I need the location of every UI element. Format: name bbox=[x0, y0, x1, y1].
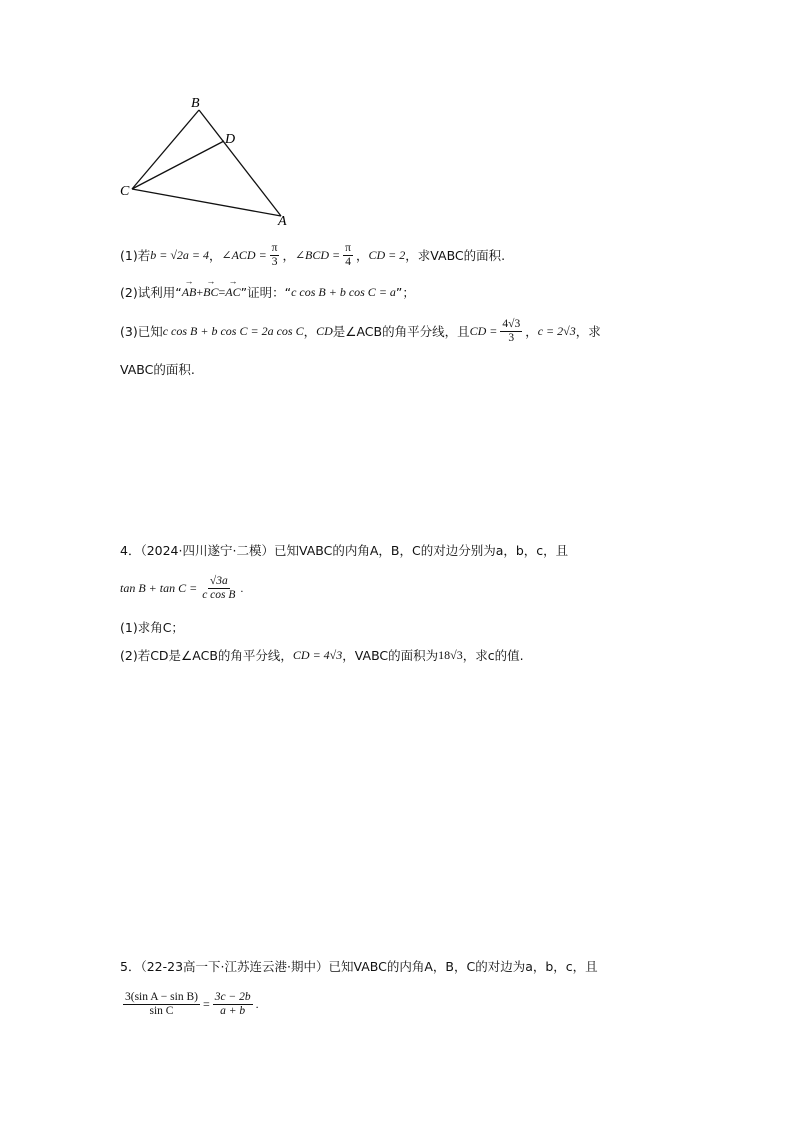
plus-sign: + bbox=[196, 284, 204, 299]
sep: ， bbox=[525, 324, 538, 339]
frac-num: 3(sin A − sin B) bbox=[125, 990, 198, 1003]
frac-num: 4√3 bbox=[502, 317, 521, 330]
vector-BC: → BC bbox=[203, 285, 218, 300]
q3-part1-tail: ，求VABC的面积. bbox=[405, 248, 506, 263]
q4-head-text: 4．（2024·四川遂宁·二模）已知VABC的内角A，B，C的对边分别为a，b，c，且 bbox=[120, 543, 569, 558]
frac-num: π bbox=[345, 241, 351, 254]
q3-part3-eq: CD = bbox=[469, 323, 498, 338]
q3-part2-mid: ”证明：“ bbox=[240, 285, 292, 300]
q3-part2-label: (2)试利用“ bbox=[120, 285, 182, 300]
frac-den: 3 bbox=[508, 331, 515, 344]
q3-part3-eq2: c = 2√3 bbox=[537, 323, 576, 338]
q4-part2-text-c: ，求c的值. bbox=[462, 648, 524, 663]
q4-part1 bbox=[120, 618, 184, 636]
q4-part1-text: (1)求角C； bbox=[120, 620, 184, 635]
frac-den: 3 bbox=[271, 255, 278, 268]
q4-part2-eq2: 18√3 bbox=[438, 647, 463, 662]
q4-part2-text-b: ，VABC的面积为 bbox=[342, 648, 439, 663]
frac-den: sin C bbox=[149, 1004, 174, 1017]
q3-part2 bbox=[120, 281, 415, 303]
q3-part3-formula: c cos B + b cos C = 2a cos C bbox=[162, 323, 304, 338]
equals-sign: = bbox=[218, 284, 226, 299]
q4-head bbox=[120, 541, 568, 559]
sep: ， bbox=[209, 248, 222, 263]
q4-eq-prefix: tan B + tan C = bbox=[120, 580, 198, 595]
q4-end: . bbox=[240, 580, 244, 595]
vector-AB: → AB bbox=[182, 285, 197, 300]
q3-part3-tail: ，求 bbox=[575, 324, 601, 339]
q3-part3-label: (3)已知 bbox=[120, 324, 163, 339]
q4-part2-eq1: CD = 4√3 bbox=[292, 647, 343, 662]
point-label-D: D bbox=[225, 132, 236, 147]
q3-part1-frac-pi4 bbox=[343, 242, 353, 268]
segment-CD bbox=[132, 141, 224, 189]
q4-equation bbox=[120, 571, 243, 605]
q3-part1 bbox=[120, 240, 505, 270]
q3-part3-frac bbox=[500, 318, 522, 344]
point-label-B: B bbox=[191, 96, 200, 111]
q5-head-text: 5．（22-23高一下·江苏连云港·期中）已知VABC的内角A，B，C的对边为a，b，c，且 bbox=[120, 959, 598, 974]
frac-num: π bbox=[271, 241, 278, 254]
frac-den: c cos B bbox=[202, 588, 236, 601]
sep: ， bbox=[355, 248, 369, 263]
q4-part2 bbox=[120, 646, 524, 664]
frac-den: 4 bbox=[345, 255, 351, 268]
q3-part3 bbox=[120, 314, 601, 348]
q5-equation bbox=[120, 985, 259, 1023]
q4-part2-text-a: (2)若CD是∠ACB的角平分线， bbox=[120, 648, 293, 663]
point-label-A: A bbox=[278, 214, 287, 229]
q3-part1-label: (1)若 bbox=[120, 248, 151, 263]
q3-part3-text1: 是∠ACB的角平分线，且 bbox=[332, 324, 470, 339]
q5-frac-right bbox=[213, 991, 253, 1017]
q5-equals: = bbox=[202, 996, 210, 1011]
frac-den: a + b bbox=[220, 1004, 246, 1017]
segment-BA bbox=[199, 110, 281, 216]
q3-part2-tail: ”； bbox=[395, 285, 415, 300]
frac-num: 3c − 2b bbox=[214, 990, 251, 1003]
q3-part1-eq2: ∠ACD = bbox=[221, 247, 267, 262]
q5-frac-left bbox=[123, 991, 200, 1017]
q3-part3-line2 bbox=[120, 360, 195, 378]
q5-head bbox=[120, 957, 598, 975]
q3-part1-eq3: ∠BCD = bbox=[295, 247, 341, 262]
vector-AC: → AC bbox=[225, 285, 240, 300]
segment-CA bbox=[132, 189, 281, 216]
q5-end: . bbox=[255, 996, 259, 1011]
q3-part1-eq1: b = √2a = 4 bbox=[150, 247, 209, 262]
q3-part1-eq4: CD = 2 bbox=[368, 247, 406, 262]
frac-num: √3a bbox=[209, 574, 228, 587]
segment-BC bbox=[132, 110, 199, 189]
sep: ， bbox=[282, 248, 295, 263]
q3-part3-cd: CD bbox=[316, 323, 333, 338]
point-label-C: C bbox=[120, 184, 130, 199]
q3-part1-frac-pi3 bbox=[270, 242, 280, 268]
q3-part2-formula: c cos B + b cos C = a bbox=[291, 284, 396, 299]
q3-part3-line2-text: VABC的面积. bbox=[120, 362, 195, 377]
sep: ， bbox=[303, 324, 317, 339]
q4-frac bbox=[200, 575, 237, 601]
